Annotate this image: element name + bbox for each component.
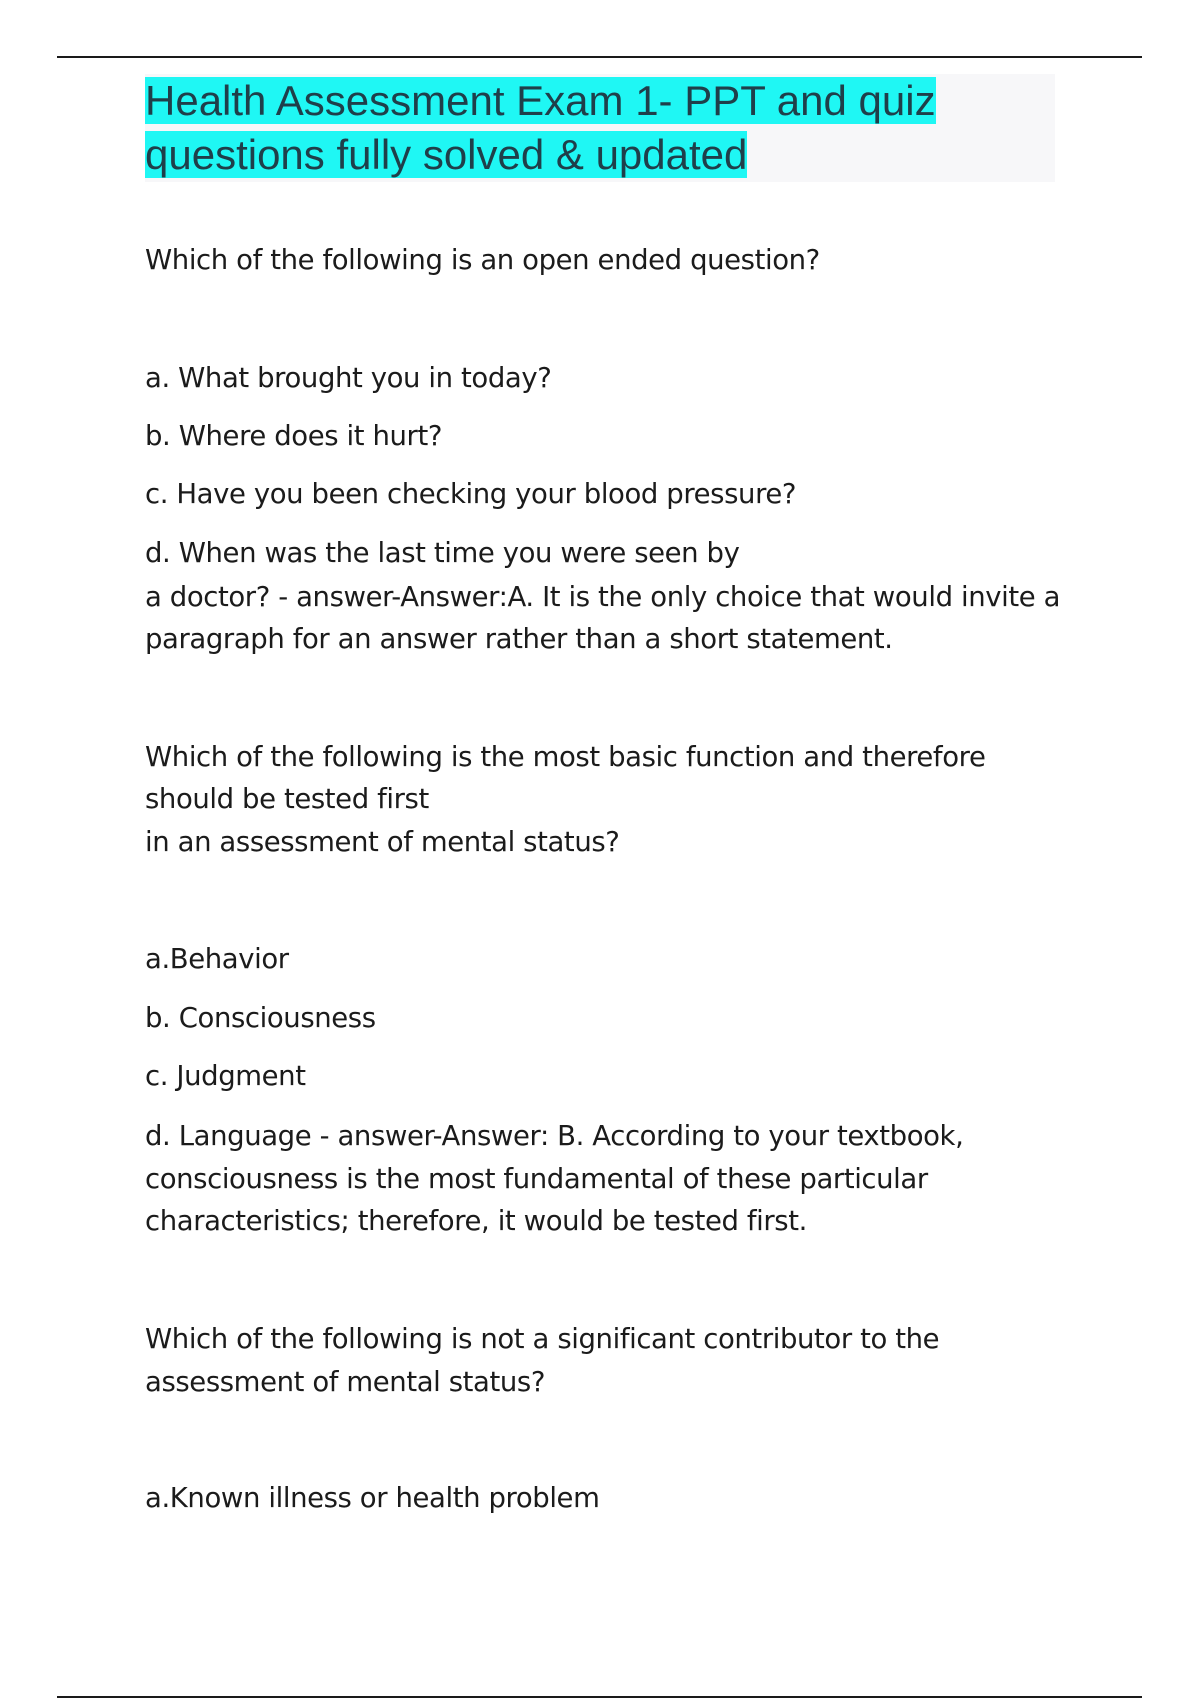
- question-3-prompt-line-1: Which of the following is not a significant contributor to the: [145, 1323, 940, 1355]
- question-1-prompt: Which of the following is an open ended question?: [145, 244, 820, 276]
- question-3-option-a: a.Known illness or health problem: [145, 1482, 600, 1514]
- title-block: [145, 74, 1055, 182]
- question-1-option-c: c. Have you been checking your blood pressure?: [145, 478, 797, 510]
- question-2-option-d: d. Language - answer-Answer: B. According to your textbook,: [145, 1120, 964, 1152]
- question-2-prompt-line-2: should be tested first: [145, 783, 429, 815]
- document-title: [145, 74, 1055, 182]
- question-2-prompt-line-3: in an assessment of mental status?: [145, 826, 620, 858]
- title-line-1: Health Assessment Exam 1- PPT and quiz: [145, 77, 936, 124]
- question-2-prompt-line-1: Which of the following is the most basic function and therefore: [145, 741, 986, 773]
- bottom-rule: [57, 1696, 1142, 1698]
- question-3-prompt-line-2: assessment of mental status?: [145, 1366, 546, 1398]
- question-1-option-a: a. What brought you in today?: [145, 362, 552, 394]
- question-2-option-b: b. Consciousness: [145, 1002, 376, 1034]
- question-2-option-c: c. Judgment: [145, 1060, 306, 1092]
- question-2-option-a: a.Behavior: [145, 943, 289, 975]
- question-2-answer-line-2: characteristics; therefore, it would be tested first.: [145, 1205, 807, 1237]
- question-1-answer-line-1: a doctor? - answer-Answer:A. It is the only choice that would invite a: [145, 581, 1061, 613]
- question-1-option-d: d. When was the last time you were seen by: [145, 537, 740, 569]
- top-rule: [57, 56, 1142, 58]
- question-1-answer-line-2: paragraph for an answer rather than a short statement.: [145, 623, 893, 655]
- question-1-option-b: b. Where does it hurt?: [145, 420, 443, 452]
- question-2-answer-line-1: consciousness is the most fundamental of these particular: [145, 1163, 928, 1195]
- title-line-2: questions fully solved & updated: [145, 131, 748, 178]
